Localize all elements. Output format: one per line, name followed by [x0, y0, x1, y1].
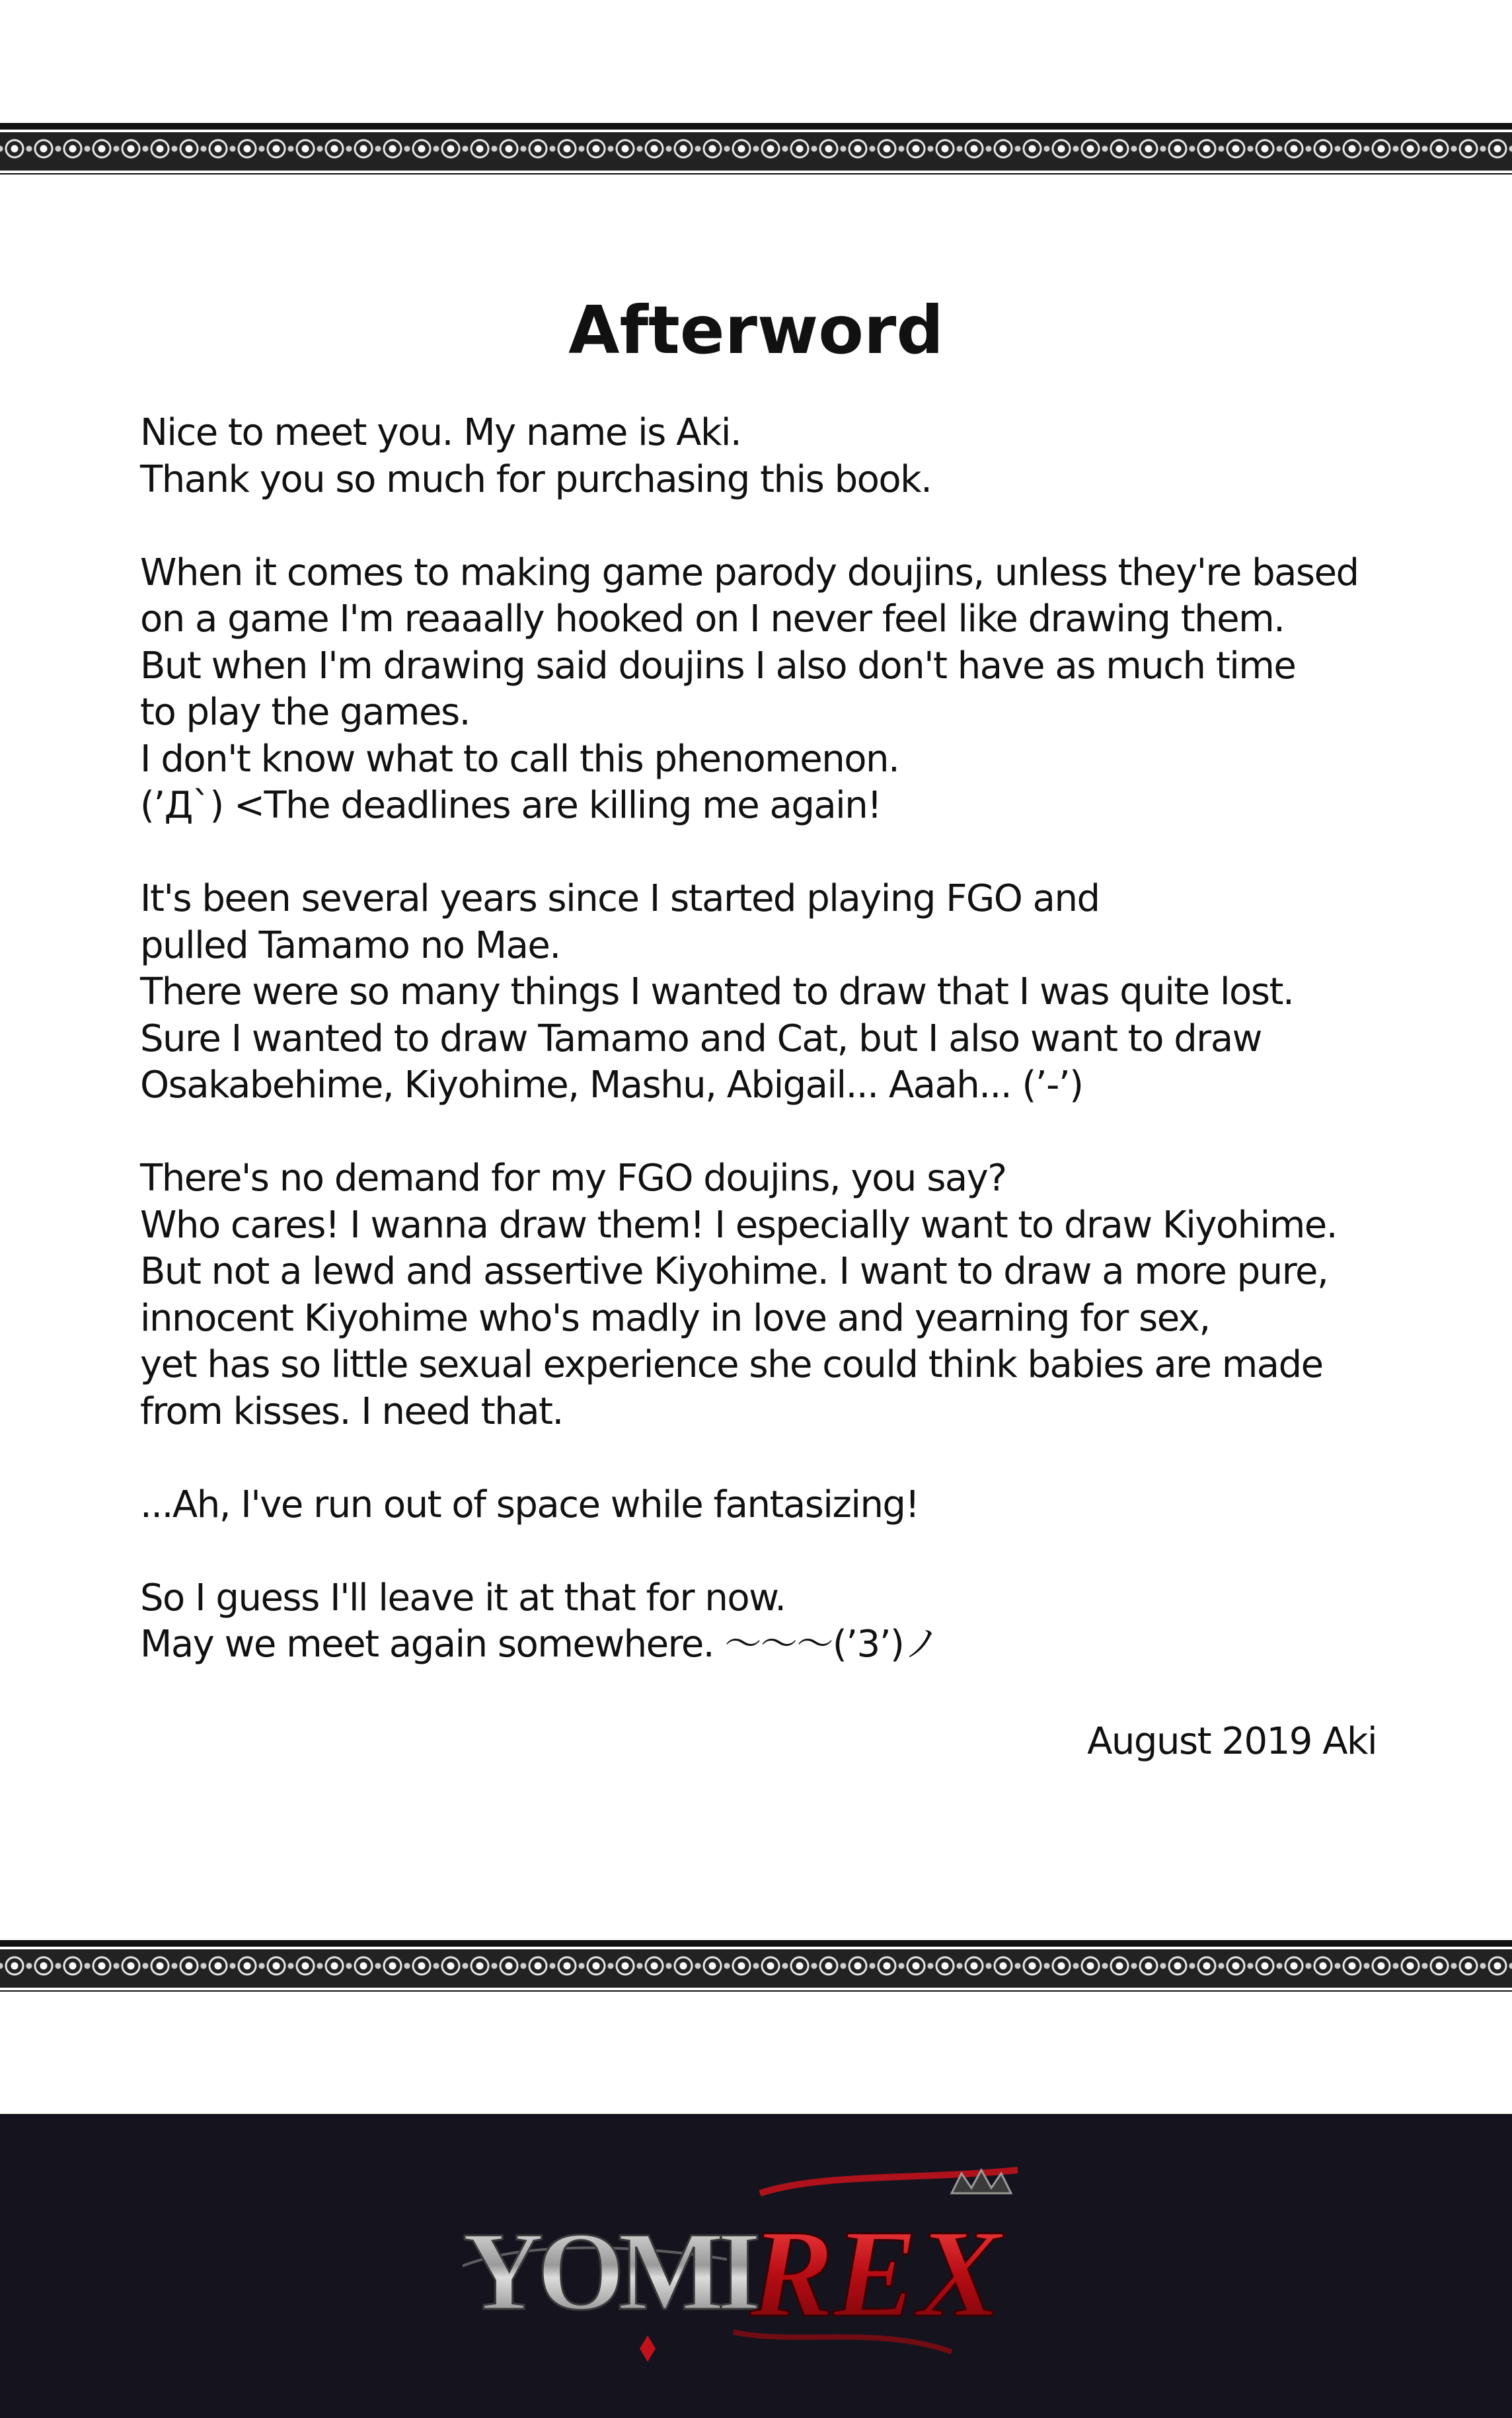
text-line: yet has so little sexual experience she could think babies are made: [140, 1343, 1323, 1386]
paragraph-5: [140, 1482, 1396, 1529]
logo-text-yomi: YOMI: [463, 2209, 755, 2333]
logo-text-rex: REX: [750, 2204, 1002, 2343]
text-line: innocent Kiyohime who's madly in love and yearning for sex,: [140, 1296, 1210, 1340]
signature: August 2019 Aki: [1087, 1720, 1377, 1763]
paragraph-4: [140, 1155, 1396, 1435]
afterword-body: [140, 410, 1396, 1715]
paragraph-2: [140, 550, 1396, 830]
text-line: Who cares! I wanna draw them! I especially want to draw Kiyohime.: [140, 1203, 1338, 1247]
text-line: It's been several years since I started playing FGO and: [140, 877, 1100, 920]
yomirex-logo: [449, 2167, 1071, 2365]
footer-banner: [0, 2114, 1512, 2418]
text-line: May we meet again somewhere. ～～～(’3’)ノ: [140, 1623, 940, 1666]
text-line: When it comes to making game parody doujins, unless they're based: [140, 551, 1359, 594]
top-lace-border: [0, 123, 1512, 175]
text-line: Thank you so much for purchasing this book.: [140, 457, 932, 501]
text-line: There's no demand for my FGO doujins, you say?: [140, 1157, 1006, 1200]
text-line: But not a lewd and assertive Kiyohime. I want to draw a more pure,: [140, 1250, 1328, 1293]
text-line: Sure I wanted to draw Tamamo and Cat, but I also want to draw: [140, 1017, 1262, 1060]
text-line: There were so many things I wanted to draw that I was quite lost.: [140, 970, 1294, 1013]
text-line: on a game I'm reaaally hooked on I never feel like drawing them.: [140, 598, 1285, 641]
text-line: to play the games.: [140, 691, 470, 734]
text-line: I don't know what to call this phenomenon.: [140, 737, 899, 781]
text-line: pulled Tamamo no Mae.: [140, 923, 560, 967]
text-line: ...Ah, I've run out of space while fantasizing!: [140, 1483, 919, 1526]
text-line: So I guess I'll leave it at that for now.: [140, 1576, 786, 1619]
bottom-lace-border: [0, 1940, 1512, 1992]
text-line: But when I'm drawing said doujins I also don't have as much time: [140, 644, 1296, 687]
paragraph-3: [140, 876, 1396, 1109]
text-line: Nice to meet you. My name is Aki.: [140, 411, 741, 454]
text-line: Osakabehime, Kiyohime, Mashu, Abigail... Aaah... (’-’): [140, 1064, 1083, 1107]
paragraph-6: [140, 1575, 1396, 1668]
page-title: Afterword: [568, 292, 944, 369]
text-line: from kisses. I need that.: [140, 1389, 563, 1433]
paragraph-1: [140, 410, 1396, 503]
text-line: (’Д`) <The deadlines are killing me again!: [140, 784, 882, 827]
